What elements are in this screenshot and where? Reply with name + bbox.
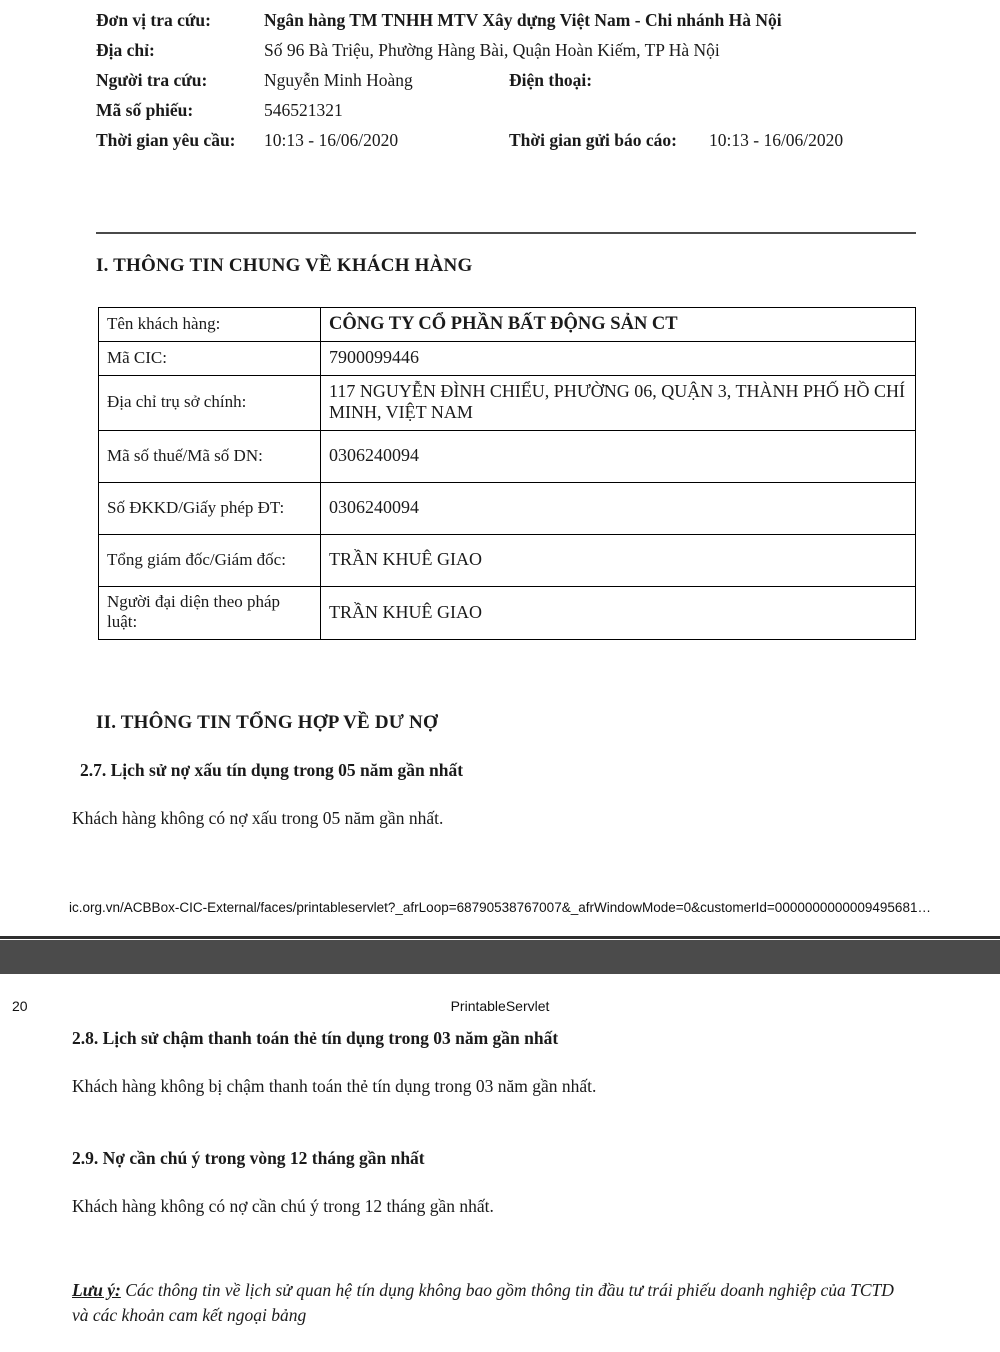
label-report-time: Thời gian gửi báo cáo: — [509, 129, 677, 150]
subsection-2-8-heading: 2.8. Lịch sử chậm thanh toán thẻ tín dụng trong 03 năm gần nhất — [72, 1028, 559, 1048]
table-row — [99, 430, 916, 482]
cell-value-customer-name: CÔNG TY CỔ PHẦN BẤT ĐỘNG SẢN CT — [321, 308, 916, 342]
value-ticket-code: 546521321 — [264, 99, 343, 120]
page-number: 20 — [12, 998, 28, 1014]
cell-key-customer-name: Tên khách hàng: — [99, 308, 321, 342]
cell-value-business-license: 0306240094 — [321, 482, 916, 534]
print-url-footer: ic.org.vn/ACBBox-CIC-External/faces/printableservlet?_afrLoop=68790538767007&_afrWindowMode=0&customerId=0000000000009495681… — [69, 900, 931, 915]
cell-value-tax-code: 0306240094 — [321, 430, 916, 482]
header-row-unit — [96, 8, 914, 38]
subsection-2-7-text: Khách hàng không có nợ xấu trong 05 năm gần nhất. — [72, 808, 444, 828]
cell-value-head-office-address: 117 NGUYỄN ĐÌNH CHIỂU, PHƯỜNG 06, QUẬN 3, THÀNH PHỐ HỒ CHÍ MINH, VIỆT NAM — [321, 375, 916, 430]
cell-value-director: TRẦN KHUÊ GIAO — [321, 534, 916, 586]
value-request-time: 10:13 - 16/06/2020 — [264, 129, 399, 150]
subsection-2-7-heading: 2.7. Lịch sử nợ xấu tín dụng trong 05 năm gần nhất — [80, 760, 464, 780]
section-2-heading: II. THÔNG TIN TỔNG HỢP VỀ DƯ NỢ — [96, 712, 438, 733]
table-row — [99, 534, 916, 586]
value-address: Số 96 Bà Triệu, Phường Hàng Bài, Quận Hoàn Kiếm, TP Hà Nội — [264, 39, 720, 60]
cell-key-legal-representative: Người đại diện theo pháp luật: — [99, 586, 321, 639]
page-break-band — [0, 940, 1000, 974]
header-info-table — [96, 8, 914, 157]
table-row — [99, 342, 916, 376]
label-phone: Điện thoại: — [509, 69, 593, 90]
subsection-2-8-text: Khách hàng không bị chậm thanh toán thẻ tín dụng trong 03 năm gần nhất. — [72, 1076, 597, 1096]
cell-key-cic-code: Mã CIC: — [99, 342, 321, 376]
cell-key-business-license: Số ĐKKD/Giấy phép ĐT: — [99, 482, 321, 534]
table-row — [99, 375, 916, 430]
label-ticket-code: Mã số phiếu: — [96, 99, 194, 120]
table-row — [99, 482, 916, 534]
section-1-heading: I. THÔNG TIN CHUNG VỀ KHÁCH HÀNG — [96, 255, 473, 276]
cell-value-legal-representative: TRẦN KHUÊ GIAO — [321, 586, 916, 639]
page-break-line — [0, 936, 1000, 939]
header-info-block — [96, 8, 914, 157]
print-document-title: PrintableServlet — [450, 998, 550, 1014]
table-row — [99, 586, 916, 639]
header-row-ticket — [96, 98, 914, 128]
cell-value-cic-code: 7900099446 — [321, 342, 916, 376]
value-lookup-person: Nguyễn Minh Hoàng — [264, 69, 413, 90]
note-text: Các thông tin về lịch sử quan hệ tín dụng không bao gồm thông tin đầu tư trái phiếu doanh nghiệp của TCTD và các khoản cam kết ngoại bảng — [72, 1280, 894, 1326]
subsection-2-9-text: Khách hàng không có nợ cần chú ý trong 12 tháng gần nhất. — [72, 1196, 494, 1216]
table-row — [99, 308, 916, 342]
value-lookup-unit: Ngân hàng TM TNHH MTV Xây dựng Việt Nam - Chi nhánh Hà Nội — [264, 10, 782, 30]
header-row-person — [96, 68, 914, 98]
header-divider — [96, 232, 916, 234]
label-address: Địa chỉ: — [96, 39, 155, 60]
cell-key-head-office-address: Địa chỉ trụ sở chính: — [99, 375, 321, 430]
value-report-time: 10:13 - 16/06/2020 — [709, 129, 844, 150]
cell-key-director: Tổng giám đốc/Giám đốc: — [99, 534, 321, 586]
note-label: Lưu ý: — [72, 1280, 121, 1300]
label-lookup-person: Người tra cứu: — [96, 69, 208, 90]
header-row-address — [96, 38, 914, 68]
cell-key-tax-code: Mã số thuế/Mã số DN: — [99, 430, 321, 482]
label-lookup-unit: Đơn vị tra cứu: — [96, 10, 211, 30]
header-row-times — [96, 128, 914, 158]
customer-info-table — [98, 307, 916, 640]
note-block — [72, 1278, 902, 1329]
label-request-time: Thời gian yêu cầu: — [96, 129, 236, 150]
subsection-2-9-heading: 2.9. Nợ cần chú ý trong vòng 12 tháng gần nhất — [72, 1148, 425, 1168]
value-phone — [709, 68, 914, 98]
